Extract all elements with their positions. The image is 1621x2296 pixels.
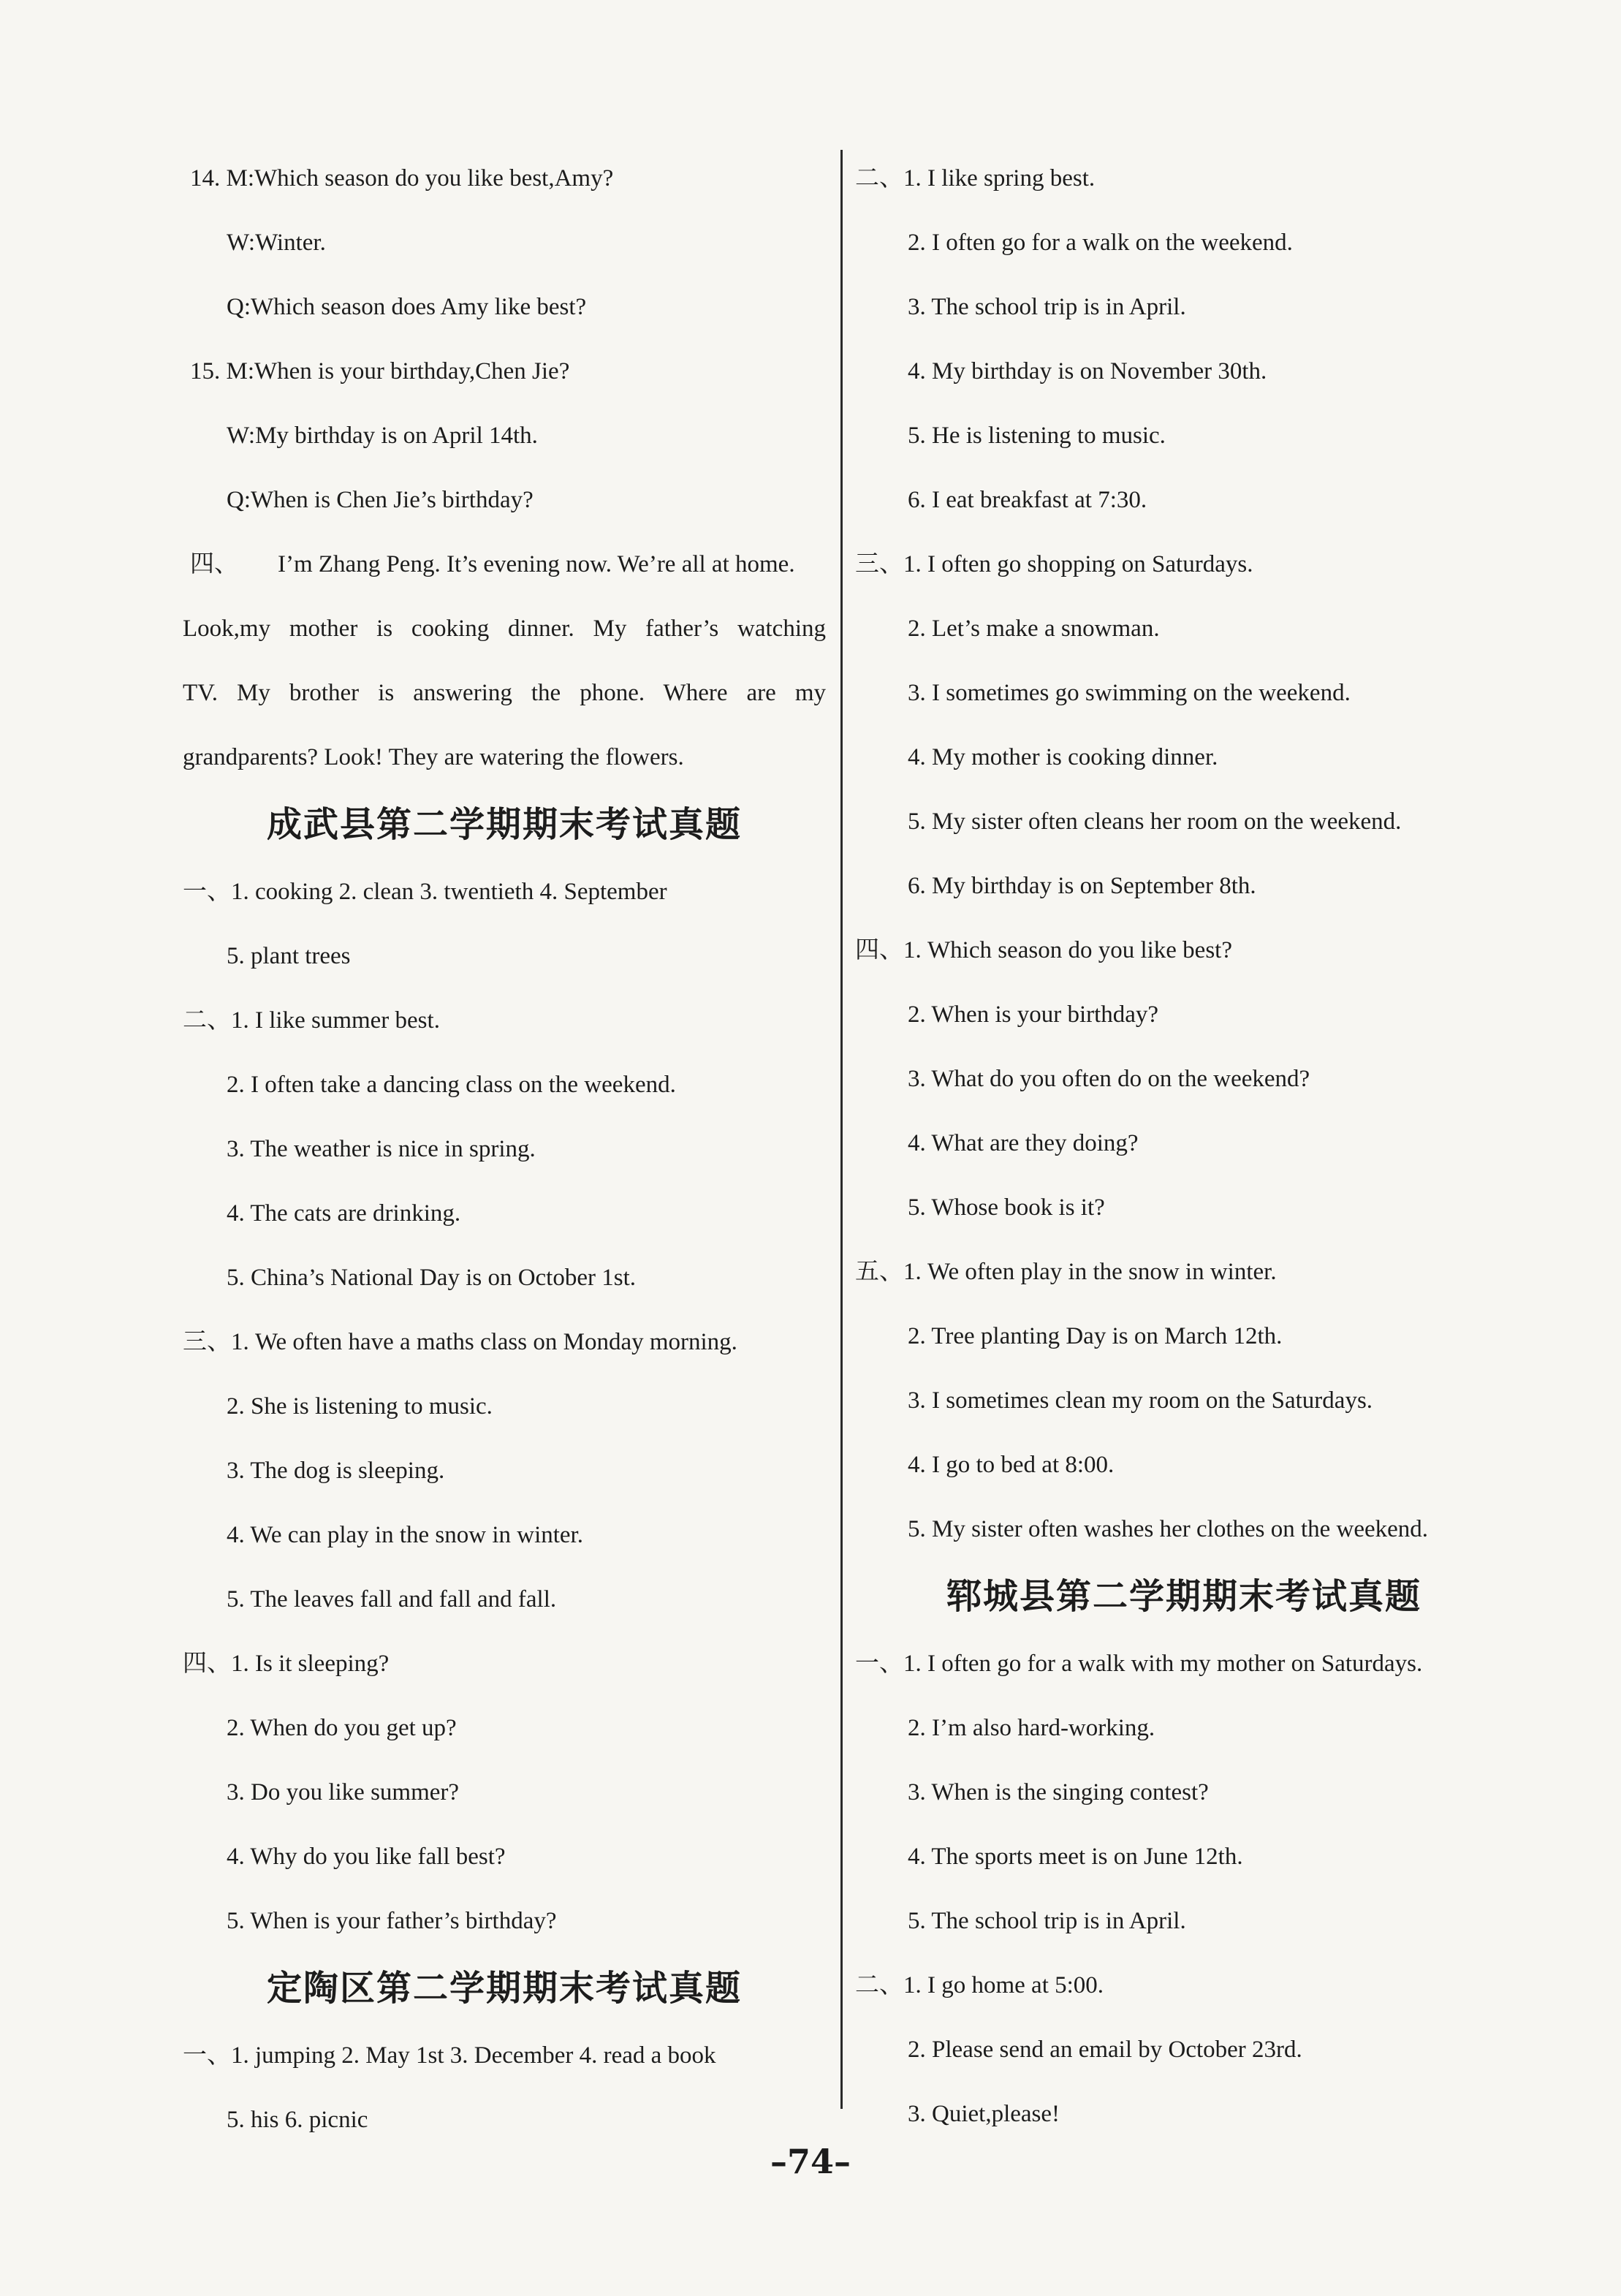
answer-line: 4. Why do you like fall best? (227, 1844, 506, 1870)
answer-line: 3. The school trip is in April. (908, 294, 1186, 320)
answer-line: 一、1. I often go for a walk with my mother on Saturdays. (855, 1651, 1423, 1677)
passage-text: I’m Zhang Peng. It’s evening now. We’re all at home. (278, 551, 795, 577)
answer-line: 4. We can play in the snow in winter. (227, 1522, 583, 1548)
answer-line: 14. M:Which season do you like best,Amy? (190, 165, 614, 192)
answer-line: 3. The weather is nice in spring. (227, 1136, 536, 1162)
answer-line: 5. When is your father’s birthday? (227, 1908, 557, 1934)
answer-line: Q:When is Chen Jie’s birthday? (227, 487, 534, 513)
answer-line: 五、1. We often play in the snow in winter. (855, 1259, 1277, 1285)
answer-line: 3. I sometimes go swimming on the weekend. (908, 680, 1351, 706)
answer-line: 5. He is listening to music. (908, 423, 1166, 449)
answer-line: 三、1. We often have a maths class on Monday morning. (183, 1329, 737, 1355)
right-column (855, 146, 1513, 2146)
answer-line: 2. Tree planting Day is on March 12th. (908, 1323, 1283, 1349)
answer-line: 四、1. Which season do you like best? (855, 937, 1232, 963)
passage-line: Look,my mother is cooking dinner. My father’s watching (183, 615, 826, 642)
passage-line: TV. My brother is answering the phone. Where are my (183, 680, 826, 706)
answer-line: 2. I often go for a walk on the weekend. (908, 230, 1293, 256)
answer-line: 3. When is the singing contest? (908, 1779, 1209, 1806)
answer-line: 四、1. Is it sleeping? (183, 1651, 390, 1677)
section-heading: 定陶区第二学期期末考试真题 (266, 1968, 742, 2009)
answer-line: 4. The cats are drinking. (227, 1200, 461, 1227)
answer-line: 二、1. I like summer best. (183, 1007, 440, 1034)
answer-line: 5. My sister often washes her clothes on the weekend. (908, 1516, 1429, 1542)
answer-line: 2. When is your birthday? (908, 1001, 1159, 1028)
answer-line: 5. My sister often cleans her room on the weekend. (908, 808, 1402, 835)
answer-line: 2. Let’s make a snowman. (908, 615, 1160, 642)
answer-line: 二、1. I go home at 5:00. (855, 1972, 1104, 1998)
answer-line: 5. his 6. picnic (227, 2107, 368, 2133)
answer-line: 4. My birthday is on November 30th. (908, 358, 1267, 384)
answer-line: 4. What are they doing? (908, 1130, 1139, 1156)
answer-line: 3. Quiet,please! (908, 2101, 1060, 2127)
answer-line: 5. Whose book is it? (908, 1194, 1105, 1221)
passage-line: grandparents? Look! They are watering the flowers. (183, 744, 684, 770)
left-column (183, 146, 826, 2152)
column-divider (840, 150, 843, 2109)
section-heading: 成武县第二学期期末考试真题 (266, 804, 742, 845)
answer-line: 15. M:When is your birthday,Chen Jie? (190, 358, 570, 384)
answer-line: 5. The school trip is in April. (908, 1908, 1186, 1934)
answer-line: 3. Do you like summer? (227, 1779, 460, 1806)
answer-line: 3. What do you often do on the weekend? (908, 1066, 1310, 1092)
answer-line: 三、1. I often go shopping on Saturdays. (855, 551, 1253, 577)
answer-line: 5. plant trees (227, 943, 351, 969)
answer-line: 6. I eat breakfast at 7:30. (908, 487, 1147, 513)
section-marker: 四、 (190, 551, 238, 577)
answer-line: 2. I often take a dancing class on the weekend. (227, 1072, 676, 1098)
answer-line: W:Winter. (227, 230, 326, 256)
answer-line: 2. I’m also hard-working. (908, 1715, 1155, 1741)
passage-line (183, 532, 826, 596)
answer-line: 6. My birthday is on September 8th. (908, 873, 1256, 899)
answer-line: 2. Please send an email by October 23rd. (908, 2037, 1302, 2063)
answer-line: W:My birthday is on April 14th. (227, 423, 538, 449)
section-heading: 郓城县第二学期期末考试真题 (946, 1576, 1421, 1617)
answer-line: 2. She is listening to music. (227, 1393, 493, 1420)
answer-line: 一、1. jumping 2. May 1st 3. December 4. read a book (183, 2042, 716, 2069)
page-number: –74– (770, 2142, 851, 2181)
answer-line: 5. China’s National Day is on October 1st. (227, 1265, 637, 1291)
answer-line: 3. I sometimes clean my room on the Saturdays. (908, 1387, 1373, 1414)
answer-line: 3. The dog is sleeping. (227, 1458, 445, 1484)
answer-line: 4. The sports meet is on June 12th. (908, 1844, 1243, 1870)
answer-line: 4. My mother is cooking dinner. (908, 744, 1218, 770)
answer-line: 5. The leaves fall and fall and fall. (227, 1586, 557, 1613)
answer-line: 一、1. cooking 2. clean 3. twentieth 4. September (183, 879, 667, 905)
answer-line: 2. When do you get up? (227, 1715, 457, 1741)
answer-line: 4. I go to bed at 8:00. (908, 1452, 1115, 1478)
answer-line: 二、1. I like spring best. (855, 165, 1096, 192)
answer-line: Q:Which season does Amy like best? (227, 294, 587, 320)
